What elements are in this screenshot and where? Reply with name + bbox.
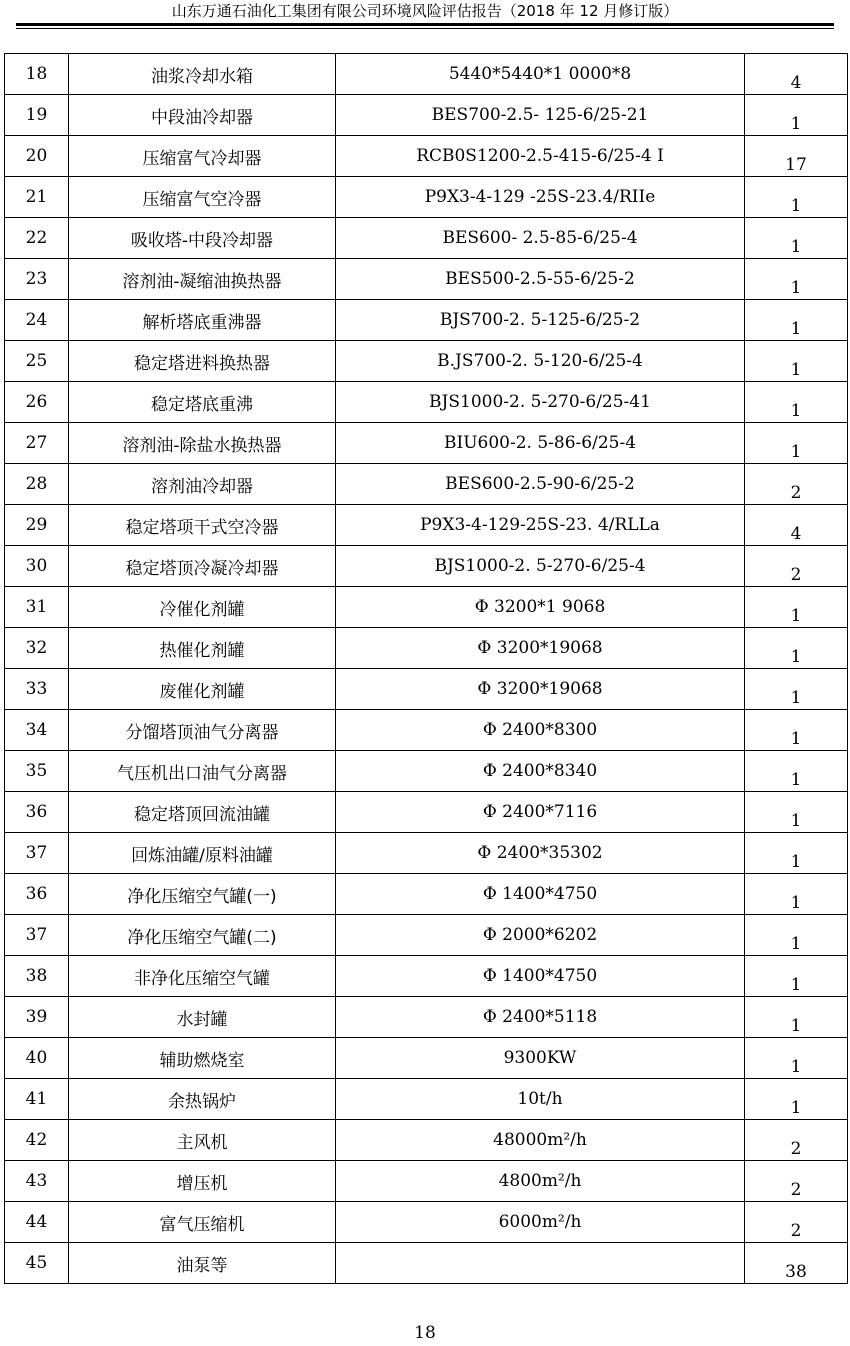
row-number-cell: 22 [5,218,69,259]
table-row [5,177,848,218]
table-row [5,423,848,464]
row-number-cell: 34 [5,710,69,751]
table-row [5,1120,848,1161]
row-number-cell: 33 [5,669,69,710]
equipment-spec-cell: RCB0S1200-2.5-415-6/25-4 I [336,136,745,177]
table-row [5,587,848,628]
row-number-cell: 26 [5,382,69,423]
equipment-qty-cell: 1 [745,956,848,997]
equipment-spec-cell: 4800m²/h [336,1161,745,1202]
equipment-table-body [5,54,848,1284]
page-number: 18 [414,1323,436,1343]
equipment-name-cell: 气压机出口油气分离器 [69,751,336,792]
equipment-spec-cell: Φ 3200*1 9068 [336,587,745,628]
table-row [5,341,848,382]
equipment-qty-cell: 1 [745,587,848,628]
equipment-qty-cell: 4 [745,54,848,95]
equipment-spec-cell: Φ 2400*5118 [336,997,745,1038]
table-row [5,628,848,669]
equipment-name-cell: 辅助燃烧室 [69,1038,336,1079]
row-number-cell: 19 [5,95,69,136]
equipment-name-cell: 废催化剂罐 [69,669,336,710]
equipment-qty-cell: 1 [745,300,848,341]
equipment-name-cell: 稳定塔底重沸 [69,382,336,423]
table-row [5,300,848,341]
table-row [5,546,848,587]
table-row [5,382,848,423]
equipment-spec-cell: BJS1000-2. 5-270-6/25-4 [336,546,745,587]
equipment-name-cell: 主风机 [69,1120,336,1161]
equipment-spec-cell: P9X3-4-129 -25S-23.4/RIIe [336,177,745,218]
equipment-qty-cell: 1 [745,997,848,1038]
table-row [5,1202,848,1243]
row-number-cell: 20 [5,136,69,177]
equipment-name-cell: 油泵等 [69,1243,336,1284]
equipment-qty-cell: 1 [745,1038,848,1079]
table-row [5,1161,848,1202]
equipment-name-cell: 热催化剂罐 [69,628,336,669]
equipment-qty-cell: 1 [745,792,848,833]
row-number-cell: 28 [5,464,69,505]
equipment-spec-cell: Φ 2400*7116 [336,792,745,833]
equipment-name-cell: 压缩富气冷却器 [69,136,336,177]
equipment-spec-cell: BJS1000-2. 5-270-6/25-41 [336,382,745,423]
equipment-spec-cell: BES600-2.5-90-6/25-2 [336,464,745,505]
equipment-spec-cell: Φ 2400*35302 [336,833,745,874]
equipment-name-cell: 净化压缩空气罐(二) [69,915,336,956]
row-number-cell: 27 [5,423,69,464]
equipment-name-cell: 溶剂油冷却器 [69,464,336,505]
row-number-cell: 37 [5,915,69,956]
row-number-cell: 41 [5,1079,69,1120]
equipment-spec-cell: BES500-2.5-55-6/25-2 [336,259,745,300]
equipment-qty-cell: 1 [745,177,848,218]
equipment-spec-cell: BIU600-2. 5-86-6/25-4 [336,423,745,464]
table-row [5,464,848,505]
equipment-spec-cell: 5440*5440*1 0000*8 [336,54,745,95]
equipment-spec-cell: 48000m²/h [336,1120,745,1161]
equipment-spec-cell: B.JS700-2. 5-120-6/25-4 [336,341,745,382]
equipment-qty-cell: 1 [745,218,848,259]
equipment-qty-cell: 1 [745,751,848,792]
equipment-qty-cell: 2 [745,1120,848,1161]
table-row [5,259,848,300]
table-row [5,710,848,751]
row-number-cell: 32 [5,628,69,669]
equipment-name-cell: 溶剂油-除盐水换热器 [69,423,336,464]
page-header-title: 山东万通石油化工集团有限公司环境风险评估报告（2018 年 12 月修订版） [171,2,679,20]
equipment-qty-cell: 2 [745,1161,848,1202]
row-number-cell: 38 [5,956,69,997]
equipment-spec-cell: Φ 2000*6202 [336,915,745,956]
equipment-name-cell: 净化压缩空气罐(一) [69,874,336,915]
equipment-spec-cell: 10t/h [336,1079,745,1120]
row-number-cell: 25 [5,341,69,382]
table-row [5,54,848,95]
row-number-cell: 29 [5,505,69,546]
row-number-cell: 24 [5,300,69,341]
equipment-qty-cell: 38 [745,1243,848,1284]
equipment-name-cell: 非净化压缩空气罐 [69,956,336,997]
equipment-spec-cell: BES700-2.5- 125-6/25-21 [336,95,745,136]
equipment-spec-cell: P9X3-4-129-25S-23. 4/RLLa [336,505,745,546]
equipment-name-cell: 吸收塔-中段冷却器 [69,218,336,259]
equipment-qty-cell: 1 [745,382,848,423]
table-row [5,95,848,136]
equipment-qty-cell: 2 [745,546,848,587]
table-row [5,669,848,710]
row-number-cell: 37 [5,833,69,874]
table-row [5,218,848,259]
header-rule-thick [16,23,834,26]
equipment-spec-cell: BJS700-2. 5-125-6/25-2 [336,300,745,341]
equipment-qty-cell: 1 [745,423,848,464]
row-number-cell: 31 [5,587,69,628]
table-row [5,792,848,833]
equipment-name-cell: 压缩富气空冷器 [69,177,336,218]
equipment-qty-cell: 1 [745,874,848,915]
equipment-spec-cell: Φ 3200*19068 [336,669,745,710]
equipment-spec-cell: Φ 3200*19068 [336,628,745,669]
equipment-name-cell: 增压机 [69,1161,336,1202]
equipment-name-cell: 分馏塔顶油气分离器 [69,710,336,751]
equipment-table [4,53,848,1284]
row-number-cell: 30 [5,546,69,587]
equipment-name-cell: 油浆冷却水箱 [69,54,336,95]
equipment-spec-cell: BES600- 2.5-85-6/25-4 [336,218,745,259]
equipment-qty-cell: 1 [745,628,848,669]
equipment-qty-cell: 1 [745,833,848,874]
row-number-cell: 43 [5,1161,69,1202]
equipment-spec-cell: 6000m²/h [336,1202,745,1243]
equipment-name-cell: 富气压缩机 [69,1202,336,1243]
equipment-qty-cell: 1 [745,95,848,136]
equipment-name-cell: 解析塔底重沸器 [69,300,336,341]
row-number-cell: 39 [5,997,69,1038]
equipment-qty-cell: 1 [745,341,848,382]
equipment-spec-cell: Φ 1400*4750 [336,956,745,997]
equipment-name-cell: 溶剂油-凝缩油换热器 [69,259,336,300]
table-row [5,874,848,915]
equipment-name-cell: 稳定塔进料换热器 [69,341,336,382]
table-row [5,751,848,792]
table-row [5,915,848,956]
table-row [5,505,848,546]
equipment-qty-cell: 2 [745,464,848,505]
equipment-qty-cell: 1 [745,710,848,751]
row-number-cell: 44 [5,1202,69,1243]
equipment-qty-cell: 2 [745,1202,848,1243]
equipment-name-cell: 回炼油罐/原料油罐 [69,833,336,874]
equipment-spec-cell: Φ 2400*8340 [336,751,745,792]
row-number-cell: 23 [5,259,69,300]
equipment-qty-cell: 1 [745,669,848,710]
table-row [5,1038,848,1079]
row-number-cell: 36 [5,874,69,915]
table-row [5,956,848,997]
equipment-name-cell: 稳定塔项干式空冷器 [69,505,336,546]
equipment-name-cell: 余热锅炉 [69,1079,336,1120]
equipment-name-cell: 中段油冷却器 [69,95,336,136]
table-row [5,833,848,874]
equipment-name-cell: 冷催化剂罐 [69,587,336,628]
equipment-name-cell: 稳定塔顶冷凝冷却器 [69,546,336,587]
row-number-cell: 45 [5,1243,69,1284]
row-number-cell: 40 [5,1038,69,1079]
table-row [5,997,848,1038]
equipment-qty-cell: 1 [745,259,848,300]
table-row [5,1243,848,1284]
equipment-qty-cell: 1 [745,915,848,956]
row-number-cell: 36 [5,792,69,833]
row-number-cell: 35 [5,751,69,792]
header-rule-thin [16,28,834,29]
equipment-name-cell: 稳定塔顶回流油罐 [69,792,336,833]
equipment-name-cell: 水封罐 [69,997,336,1038]
row-number-cell: 21 [5,177,69,218]
table-row [5,1079,848,1120]
row-number-cell: 18 [5,54,69,95]
equipment-spec-cell: Φ 2400*8300 [336,710,745,751]
table-row [5,136,848,177]
equipment-qty-cell: 1 [745,1079,848,1120]
equipment-spec-cell: Φ 1400*4750 [336,874,745,915]
equipment-spec-cell: 9300KW [336,1038,745,1079]
equipment-spec-cell [336,1243,745,1284]
equipment-qty-cell: 4 [745,505,848,546]
row-number-cell: 42 [5,1120,69,1161]
equipment-qty-cell: 17 [745,136,848,177]
